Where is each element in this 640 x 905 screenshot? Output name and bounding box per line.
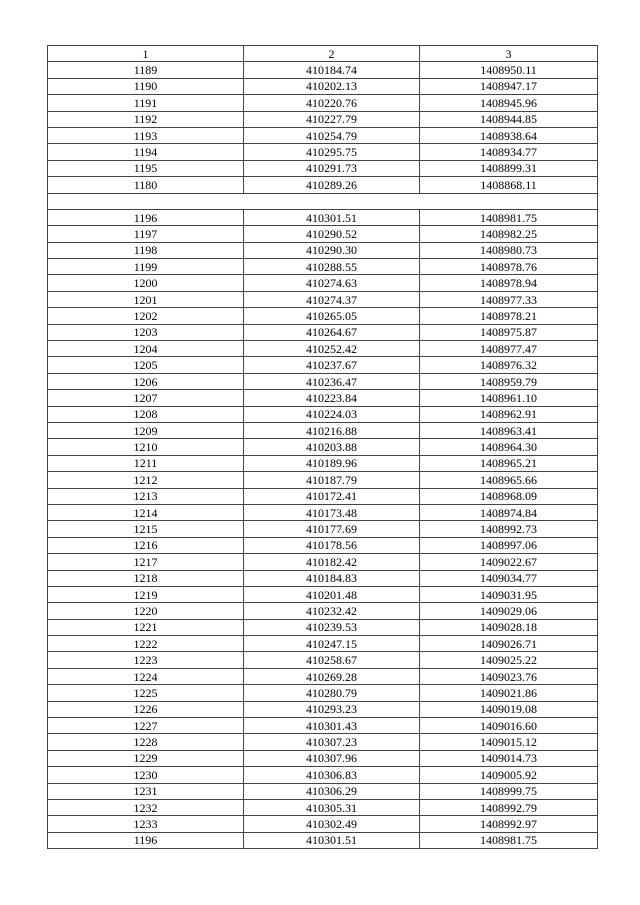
y-coordinate-cell: 1408981.75 xyxy=(420,209,598,225)
y-coordinate-cell: 1409023.76 xyxy=(420,668,598,684)
x-coordinate-cell: 410306.83 xyxy=(244,767,420,783)
point-number-cell: 1207 xyxy=(48,390,244,406)
table-row xyxy=(48,767,598,783)
x-coordinate-cell: 410302.49 xyxy=(244,816,420,832)
point-number-cell: 1216 xyxy=(48,537,244,553)
table-row xyxy=(48,308,598,324)
point-number-cell: 1225 xyxy=(48,685,244,701)
y-coordinate-cell: 1408944.85 xyxy=(420,111,598,127)
x-coordinate-cell: 410184.74 xyxy=(244,62,420,78)
point-number-cell: 1196 xyxy=(48,209,244,225)
table-row xyxy=(48,603,598,619)
point-number-cell: 1213 xyxy=(48,488,244,504)
coordinates-table-body xyxy=(48,46,598,849)
x-coordinate-cell: 410247.15 xyxy=(244,636,420,652)
point-number-cell: 1199 xyxy=(48,259,244,275)
x-coordinate-cell: 410223.84 xyxy=(244,390,420,406)
y-coordinate-cell: 1408978.76 xyxy=(420,259,598,275)
table-row xyxy=(48,586,598,602)
y-coordinate-cell: 1409031.95 xyxy=(420,586,598,602)
table-row xyxy=(48,177,598,193)
table-row xyxy=(48,734,598,750)
table-row xyxy=(48,685,598,701)
point-number-cell: 1201 xyxy=(48,291,244,307)
y-coordinate-cell: 1408978.94 xyxy=(420,275,598,291)
table-row xyxy=(48,422,598,438)
x-coordinate-cell: 410258.67 xyxy=(244,652,420,668)
table-row xyxy=(48,718,598,734)
point-number-cell: 1200 xyxy=(48,275,244,291)
y-coordinate-cell: 1409021.86 xyxy=(420,685,598,701)
table-row xyxy=(48,799,598,815)
x-coordinate-cell: 410301.51 xyxy=(244,209,420,225)
point-number-cell: 1231 xyxy=(48,783,244,799)
point-number-cell: 1228 xyxy=(48,734,244,750)
y-coordinate-cell: 1408959.79 xyxy=(420,373,598,389)
x-coordinate-cell: 410295.75 xyxy=(244,144,420,160)
x-coordinate-cell: 410184.83 xyxy=(244,570,420,586)
y-coordinate-cell: 1409014.73 xyxy=(420,750,598,766)
column-header: 3 xyxy=(420,46,598,62)
table-row xyxy=(48,341,598,357)
x-coordinate-cell: 410252.42 xyxy=(244,341,420,357)
point-number-cell: 1223 xyxy=(48,652,244,668)
point-number-cell: 1192 xyxy=(48,111,244,127)
table-row xyxy=(48,832,598,848)
point-number-cell: 1229 xyxy=(48,750,244,766)
y-coordinate-cell: 1408980.73 xyxy=(420,242,598,258)
group-separator-row xyxy=(48,193,598,209)
table-row xyxy=(48,521,598,537)
point-number-cell: 1217 xyxy=(48,554,244,570)
point-number-cell: 1206 xyxy=(48,373,244,389)
table-row xyxy=(48,127,598,143)
x-coordinate-cell: 410232.42 xyxy=(244,603,420,619)
point-number-cell: 1190 xyxy=(48,78,244,94)
point-number-cell: 1197 xyxy=(48,226,244,242)
point-number-cell: 1204 xyxy=(48,341,244,357)
x-coordinate-cell: 410189.96 xyxy=(244,455,420,471)
point-number-cell: 1196 xyxy=(48,832,244,848)
table-row xyxy=(48,619,598,635)
y-coordinate-cell: 1409015.12 xyxy=(420,734,598,750)
point-number-cell: 1203 xyxy=(48,324,244,340)
y-coordinate-cell: 1408950.11 xyxy=(420,62,598,78)
x-coordinate-cell: 410182.42 xyxy=(244,554,420,570)
table-row xyxy=(48,160,598,176)
y-coordinate-cell: 1408992.79 xyxy=(420,799,598,815)
y-coordinate-cell: 1408968.09 xyxy=(420,488,598,504)
y-coordinate-cell: 1408934.77 xyxy=(420,144,598,160)
column-header: 2 xyxy=(244,46,420,62)
table-row xyxy=(48,554,598,570)
x-coordinate-cell: 410306.29 xyxy=(244,783,420,799)
point-number-cell: 1195 xyxy=(48,160,244,176)
x-coordinate-cell: 410227.79 xyxy=(244,111,420,127)
y-coordinate-cell: 1408997.06 xyxy=(420,537,598,553)
x-coordinate-cell: 410291.73 xyxy=(244,160,420,176)
x-coordinate-cell: 410289.26 xyxy=(244,177,420,193)
point-number-cell: 1219 xyxy=(48,586,244,602)
y-coordinate-cell: 1408945.96 xyxy=(420,95,598,111)
point-number-cell: 1214 xyxy=(48,504,244,520)
table-row xyxy=(48,291,598,307)
x-coordinate-cell: 410177.69 xyxy=(244,521,420,537)
point-number-cell: 1180 xyxy=(48,177,244,193)
table-header-row xyxy=(48,46,598,62)
x-coordinate-cell: 410288.55 xyxy=(244,259,420,275)
y-coordinate-cell: 1409026.71 xyxy=(420,636,598,652)
table-row xyxy=(48,504,598,520)
y-coordinate-cell: 1408977.47 xyxy=(420,341,598,357)
point-number-cell: 1224 xyxy=(48,668,244,684)
x-coordinate-cell: 410290.52 xyxy=(244,226,420,242)
table-row xyxy=(48,357,598,373)
table-row xyxy=(48,226,598,242)
column-header: 1 xyxy=(48,46,244,62)
point-number-cell: 1233 xyxy=(48,816,244,832)
point-number-cell: 1232 xyxy=(48,799,244,815)
table-row xyxy=(48,439,598,455)
y-coordinate-cell: 1408964.30 xyxy=(420,439,598,455)
y-coordinate-cell: 1408899.31 xyxy=(420,160,598,176)
table-row xyxy=(48,570,598,586)
table-row xyxy=(48,390,598,406)
y-coordinate-cell: 1408965.21 xyxy=(420,455,598,471)
point-number-cell: 1220 xyxy=(48,603,244,619)
y-coordinate-cell: 1409016.60 xyxy=(420,718,598,734)
x-coordinate-cell: 410173.48 xyxy=(244,504,420,520)
point-number-cell: 1191 xyxy=(48,95,244,111)
x-coordinate-cell: 410201.48 xyxy=(244,586,420,602)
x-coordinate-cell: 410264.67 xyxy=(244,324,420,340)
y-coordinate-cell: 1409022.67 xyxy=(420,554,598,570)
y-coordinate-cell: 1409028.18 xyxy=(420,619,598,635)
point-number-cell: 1210 xyxy=(48,439,244,455)
x-coordinate-cell: 410178.56 xyxy=(244,537,420,553)
point-number-cell: 1215 xyxy=(48,521,244,537)
y-coordinate-cell: 1408977.33 xyxy=(420,291,598,307)
x-coordinate-cell: 410187.79 xyxy=(244,472,420,488)
point-number-cell: 1198 xyxy=(48,242,244,258)
point-number-cell: 1212 xyxy=(48,472,244,488)
y-coordinate-cell: 1408978.21 xyxy=(420,308,598,324)
x-coordinate-cell: 410216.88 xyxy=(244,422,420,438)
y-coordinate-cell: 1408974.84 xyxy=(420,504,598,520)
y-coordinate-cell: 1409005.92 xyxy=(420,767,598,783)
y-coordinate-cell: 1408975.87 xyxy=(420,324,598,340)
y-coordinate-cell: 1409029.06 xyxy=(420,603,598,619)
y-coordinate-cell: 1408992.73 xyxy=(420,521,598,537)
table-row xyxy=(48,537,598,553)
point-number-cell: 1205 xyxy=(48,357,244,373)
table-row xyxy=(48,750,598,766)
x-coordinate-cell: 410269.28 xyxy=(244,668,420,684)
x-coordinate-cell: 410254.79 xyxy=(244,127,420,143)
x-coordinate-cell: 410305.31 xyxy=(244,799,420,815)
point-number-cell: 1230 xyxy=(48,767,244,783)
point-number-cell: 1208 xyxy=(48,406,244,422)
y-coordinate-cell: 1408962.91 xyxy=(420,406,598,422)
point-number-cell: 1221 xyxy=(48,619,244,635)
x-coordinate-cell: 410239.53 xyxy=(244,619,420,635)
table-row xyxy=(48,488,598,504)
y-coordinate-cell: 1408982.25 xyxy=(420,226,598,242)
x-coordinate-cell: 410220.76 xyxy=(244,95,420,111)
table-row xyxy=(48,455,598,471)
point-number-cell: 1194 xyxy=(48,144,244,160)
point-number-cell: 1218 xyxy=(48,570,244,586)
point-number-cell: 1227 xyxy=(48,718,244,734)
table-row xyxy=(48,242,598,258)
x-coordinate-cell: 410293.23 xyxy=(244,701,420,717)
y-coordinate-cell: 1408947.17 xyxy=(420,78,598,94)
x-coordinate-cell: 410280.79 xyxy=(244,685,420,701)
table-row xyxy=(48,275,598,291)
x-coordinate-cell: 410307.23 xyxy=(244,734,420,750)
table-row xyxy=(48,816,598,832)
point-number-cell: 1211 xyxy=(48,455,244,471)
table-row xyxy=(48,636,598,652)
x-coordinate-cell: 410274.63 xyxy=(244,275,420,291)
x-coordinate-cell: 410265.05 xyxy=(244,308,420,324)
y-coordinate-cell: 1408976.32 xyxy=(420,357,598,373)
y-coordinate-cell: 1408963.41 xyxy=(420,422,598,438)
x-coordinate-cell: 410274.37 xyxy=(244,291,420,307)
point-number-cell: 1189 xyxy=(48,62,244,78)
x-coordinate-cell: 410290.30 xyxy=(244,242,420,258)
table-row xyxy=(48,209,598,225)
table-row xyxy=(48,259,598,275)
y-coordinate-cell: 1408868.11 xyxy=(420,177,598,193)
coordinates-table xyxy=(47,45,598,849)
x-coordinate-cell: 410236.47 xyxy=(244,373,420,389)
point-number-cell: 1202 xyxy=(48,308,244,324)
x-coordinate-cell: 410202.13 xyxy=(244,78,420,94)
y-coordinate-cell: 1408938.64 xyxy=(420,127,598,143)
table-row xyxy=(48,701,598,717)
y-coordinate-cell: 1408999.75 xyxy=(420,783,598,799)
table-row xyxy=(48,406,598,422)
table-row xyxy=(48,111,598,127)
table-row xyxy=(48,668,598,684)
y-coordinate-cell: 1408981.75 xyxy=(420,832,598,848)
x-coordinate-cell: 410203.88 xyxy=(244,439,420,455)
table-row xyxy=(48,144,598,160)
table-row xyxy=(48,324,598,340)
separator-cell xyxy=(48,193,598,209)
point-number-cell: 1209 xyxy=(48,422,244,438)
y-coordinate-cell: 1409019.08 xyxy=(420,701,598,717)
x-coordinate-cell: 410307.96 xyxy=(244,750,420,766)
y-coordinate-cell: 1409034.77 xyxy=(420,570,598,586)
x-coordinate-cell: 410301.43 xyxy=(244,718,420,734)
x-coordinate-cell: 410172.41 xyxy=(244,488,420,504)
table-row xyxy=(48,783,598,799)
y-coordinate-cell: 1408961.10 xyxy=(420,390,598,406)
y-coordinate-cell: 1408965.66 xyxy=(420,472,598,488)
table-row xyxy=(48,652,598,668)
y-coordinate-cell: 1408992.97 xyxy=(420,816,598,832)
point-number-cell: 1226 xyxy=(48,701,244,717)
point-number-cell: 1193 xyxy=(48,127,244,143)
y-coordinate-cell: 1409025.22 xyxy=(420,652,598,668)
x-coordinate-cell: 410224.03 xyxy=(244,406,420,422)
x-coordinate-cell: 410301.51 xyxy=(244,832,420,848)
x-coordinate-cell: 410237.67 xyxy=(244,357,420,373)
table-row xyxy=(48,62,598,78)
table-row xyxy=(48,95,598,111)
table-row xyxy=(48,472,598,488)
table-row xyxy=(48,78,598,94)
table-row xyxy=(48,373,598,389)
point-number-cell: 1222 xyxy=(48,636,244,652)
